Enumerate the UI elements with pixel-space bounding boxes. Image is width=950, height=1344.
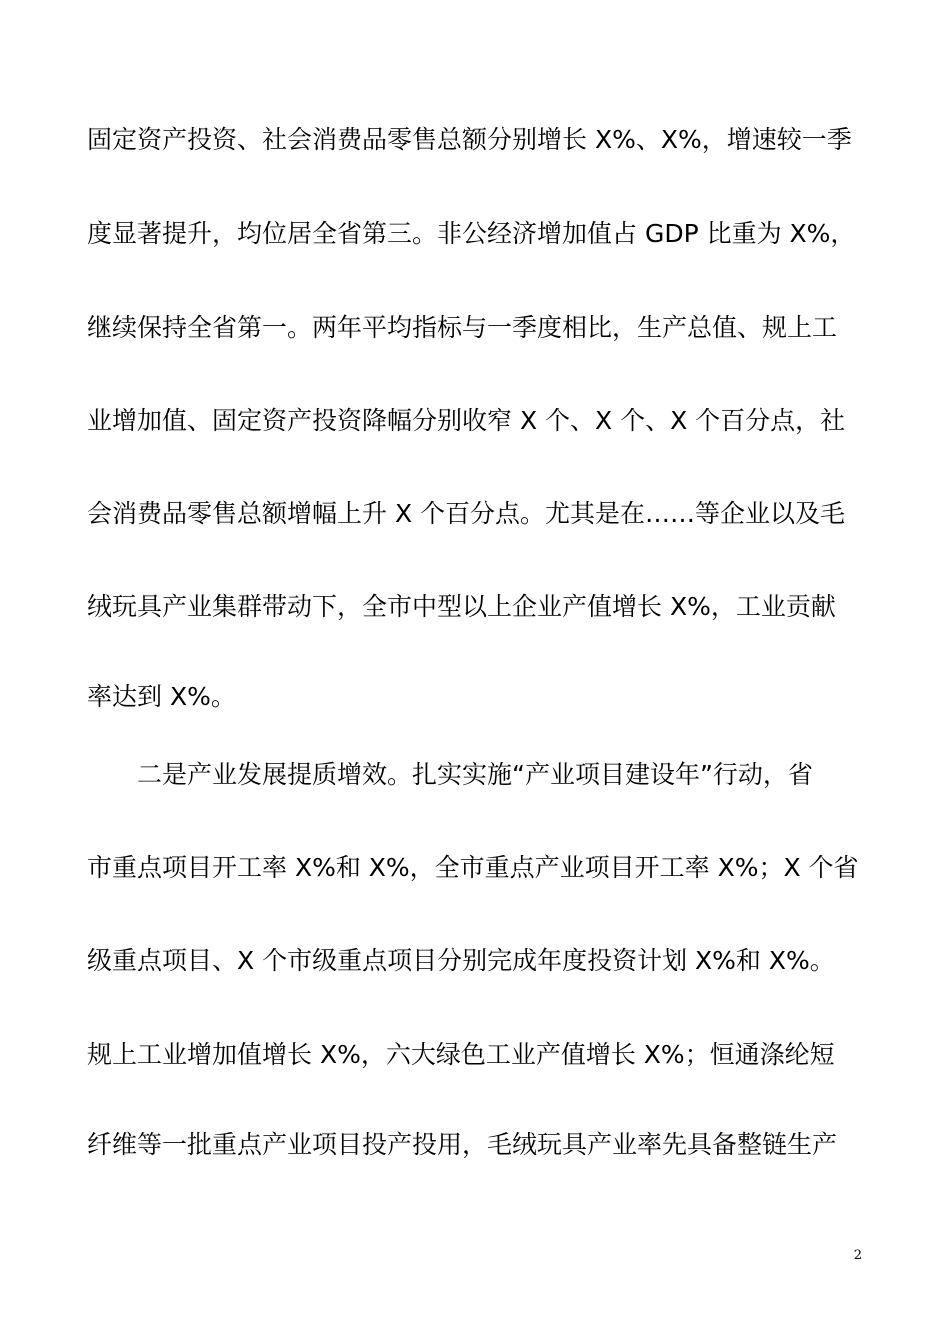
page-number: 2 [853, 1248, 862, 1263]
paragraph-line: 纤维等一批重点产业项目投产投用，毛绒玩具产业率先具备整链生产 [87, 1130, 838, 1159]
paragraph-line: 继续保持全省第一。两年平均指标与一季度相比，生产总值、规上工 [87, 313, 838, 342]
paragraph-line: 固定资产投资、社会消费品零售总额分别增长 X%、X%，增速较一季 [87, 125, 852, 154]
paragraph-first-line: 二是产业发展提质增效。扎实实施“产业项目建设年”行动，省 [137, 760, 813, 789]
paragraph-line: 市重点项目开工率 X%和 X%，全市重点产业项目开工率 X%；X 个省 [87, 853, 859, 882]
paragraph-line: 业增加值、固定资产投资降幅分别收窄 X 个、X 个、X 个百分点，社 [87, 406, 846, 435]
paragraph-line: 规上工业增加值增长 X%，六大绿色工业产值增长 X%；恒通涤纶短 [87, 1040, 835, 1069]
paragraph-line: 度显著提升，均位居全省第三。非公经济增加值占 GDP 比重为 X%， [87, 219, 856, 248]
paragraph-line: 会消费品零售总额增幅上升 X 个百分点。尤其是在……等企业以及毛 [87, 499, 846, 528]
paragraph-line: 绒玩具产业集群带动下，全市中型以上企业产值增长 X%，工业贡献 [87, 592, 836, 621]
paragraph-line: 率达到 X%。 [87, 682, 236, 711]
paragraph-line: 级重点项目、X 个市级重点项目分别完成年度投资计划 X%和 X%。 [87, 946, 835, 975]
